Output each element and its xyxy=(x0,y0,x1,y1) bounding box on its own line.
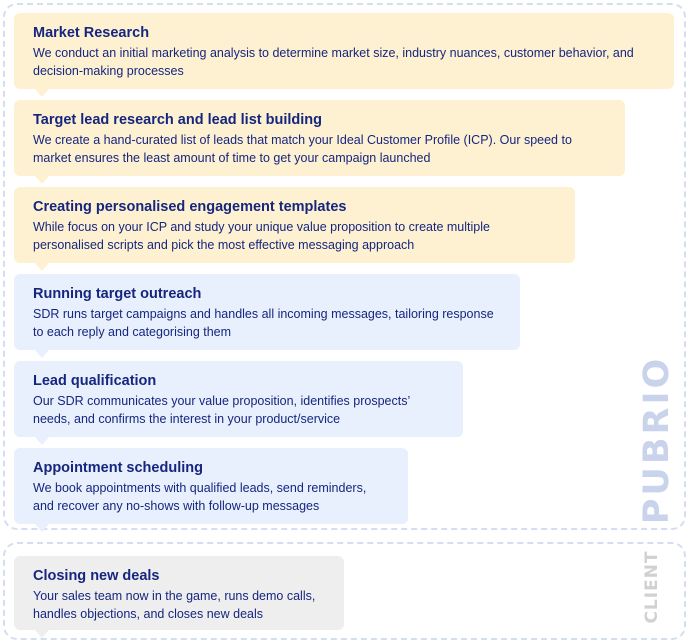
step-title: Creating personalised engagement templates xyxy=(33,199,347,215)
step-description: Your sales team now in the game, runs demo calls, handles objections, and closes new deals xyxy=(33,589,316,621)
step-target-outreach xyxy=(14,274,520,350)
client-label: CLIENT xyxy=(642,550,662,624)
step-description: We book appointments with qualified leads, send reminders, and recover any no-shows with follow-up messages xyxy=(33,481,367,513)
step-lead-list-building xyxy=(14,100,625,176)
step-title: Market Research xyxy=(33,25,150,41)
step-description: We conduct an initial marketing analysis to determine market size, industry nuances, customer behavior, and decision-making processes xyxy=(33,46,634,78)
step-lead-qualification xyxy=(14,361,463,437)
step-description: While focus on your ICP and study your unique value proposition to create multiple personalised scripts and pick the most effective messaging approach xyxy=(33,220,490,252)
step-title: Appointment scheduling xyxy=(33,460,203,476)
step-market-research xyxy=(14,13,674,89)
step-description: We create a hand-curated list of leads that match your Ideal Customer Profile (ICP). Our speed to market ensures the least amount of time to get your campaign launched xyxy=(33,133,572,165)
step-engagement-templates xyxy=(14,187,575,263)
step-description: Our SDR communicates your value proposition, identifies prospects’ needs, and confirms the interest in your product/service xyxy=(33,394,410,426)
step-description: SDR runs target campaigns and handles all incoming messages, tailoring response to each reply and categorising them xyxy=(33,307,494,339)
step-closing-deals xyxy=(14,556,344,630)
step-title: Target lead research and lead list building xyxy=(33,112,323,128)
step-title: Lead qualification xyxy=(33,373,157,389)
step-title: Closing new deals xyxy=(33,568,160,584)
step-title: Running target outreach xyxy=(33,286,202,302)
step-appointment-scheduling xyxy=(14,448,408,524)
pubrio-label: PUBRIO xyxy=(637,355,677,525)
